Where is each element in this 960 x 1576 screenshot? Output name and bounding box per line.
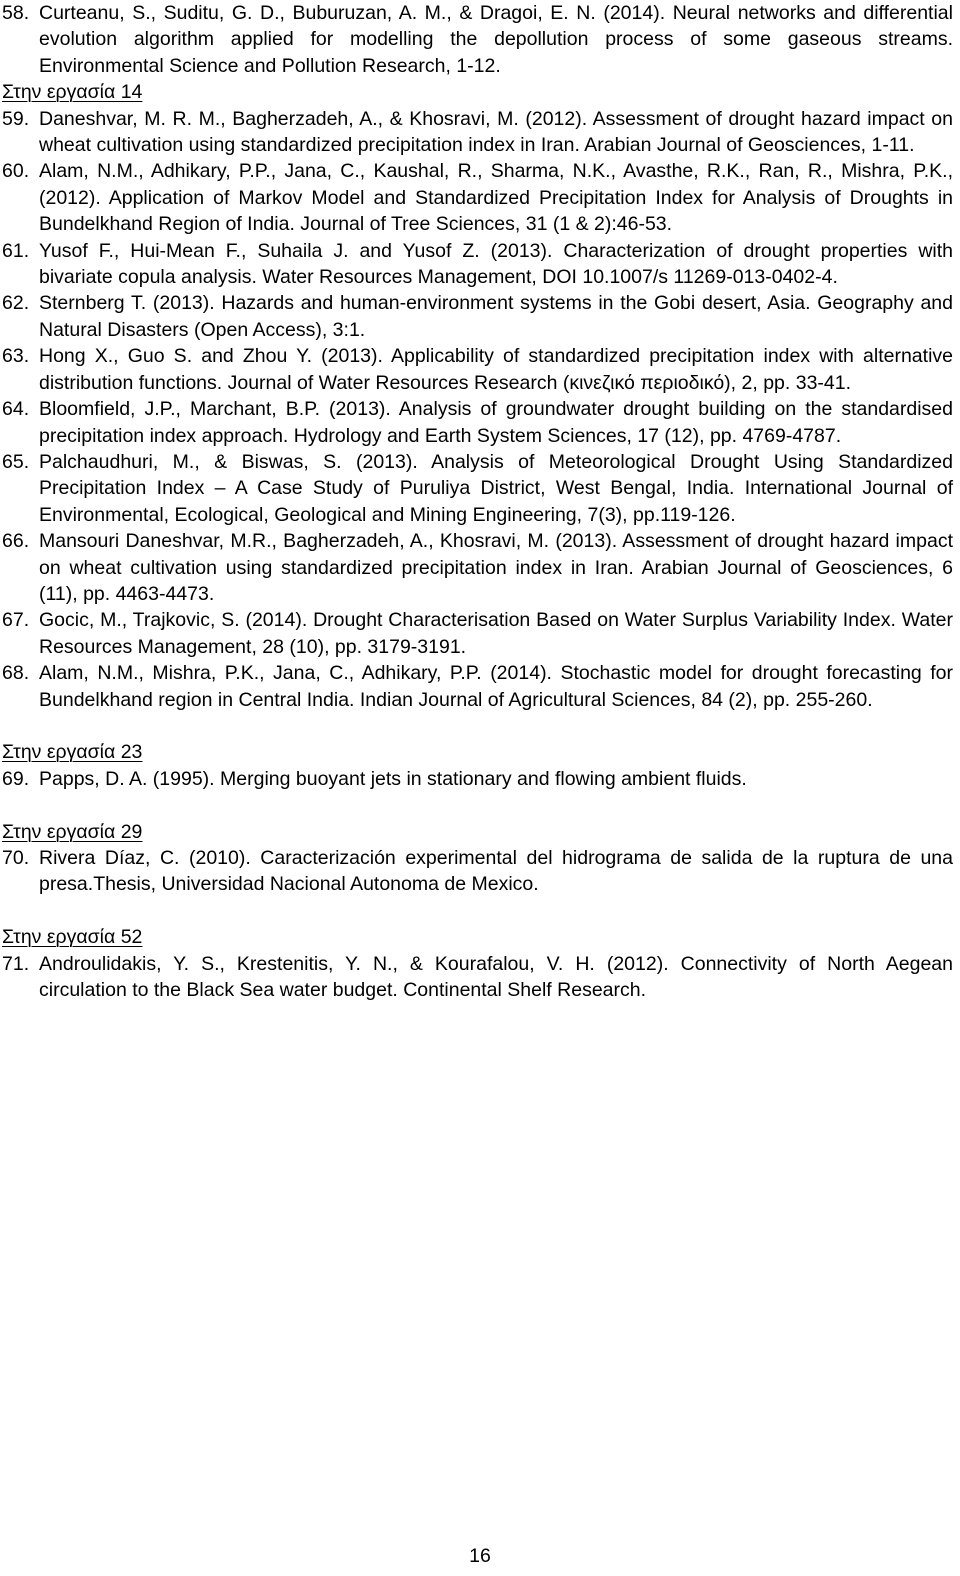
reference-list	[2, 0, 953, 1003]
reference-text: Papps, D. A. (1995). Merging buoyant jets in stationary and flowing ambient fluids.	[39, 767, 747, 790]
section-link[interactable]: Στην εργασία 29	[2, 820, 143, 843]
blank-line	[2, 713, 953, 739]
reference-entry	[2, 607, 953, 660]
page-number: 16	[469, 1545, 491, 1567]
reference-text: Alam, N.M., Adhikary, P.P., Jana, C., Kaushal, R., Sharma, N.K., Avasthe, R.K., Ran, R., Mishra, P.K., (2012). Application of Markov Model and Standardized Precipitation Index for Analysis of Droughts in Bundelkhand Region of India. Journal of Tree Sciences, 31 (1 & 2):46-53.	[39, 160, 953, 236]
reference-text: Gocic, M., Trajkovic, S. (2014). Drought Characterisation Based on Water Surplus Variability Index. Water Resources Management, 28 (10), pp. 3179-3191.	[39, 609, 953, 658]
reference-entry	[2, 449, 953, 528]
reference-number: 71.	[2, 952, 30, 975]
reference-entry	[2, 238, 953, 291]
section-link[interactable]: Στην εργασία 52	[2, 926, 143, 949]
reference-text: Rivera Díaz, C. (2010). Caracterización experimental del hidrograma de salida de la ruptura de una presa.Thesis, Universidad Nacional Autonoma de Mexico.	[39, 846, 953, 896]
reference-text: Mansouri Daneshvar, M.R., Bagherzadeh, A., Khosravi, M. (2013). Assessment of drought hazard impact on wheat cultivation using standardized precipitation index in Iran. Arabian Journal of Geosciences, 6 (11), pp. 4463-4473.	[39, 530, 953, 605]
section-heading	[2, 924, 953, 950]
reference-number: 66.	[2, 530, 30, 553]
reference-text: Sternberg T. (2013). Hazards and human-environment systems in the Gobi desert, Asia. Geography and Natural Disasters (Open Access), 3:1.	[39, 292, 953, 341]
reference-number: 65.	[2, 450, 30, 473]
reference-text: Daneshvar, M. R. M., Bagherzadeh, A., & Khosravi, M. (2012). Assessment of drought hazard impact on wheat cultivation using standardized precipitation index in Iran. Arabian Journal of Geosciences, 1-11.	[39, 107, 953, 157]
reference-entry	[2, 845, 953, 898]
reference-entry	[2, 290, 953, 343]
section-link[interactable]: Στην εργασία 14	[2, 81, 143, 104]
reference-number: 68.	[2, 662, 30, 685]
reference-number: 61.	[2, 239, 30, 262]
blank-line	[2, 792, 953, 818]
reference-number: 59.	[2, 107, 30, 130]
reference-number: 64.	[2, 398, 30, 421]
reference-number: 60.	[2, 160, 30, 183]
reference-number: 63.	[2, 345, 30, 368]
section-heading	[2, 739, 953, 765]
section-heading	[2, 819, 953, 845]
reference-text: Curteanu, S., Suditu, G. D., Buburuzan, A. M., & Dragoi, E. N. (2014). Neural networks and differential evolution algorithm applied for modelling the depollution process of some gaseous streams. Environmental Science and Pollution Research, 1-12.	[39, 2, 953, 77]
reference-entry	[2, 106, 953, 159]
reference-number: 69.	[2, 767, 30, 790]
blank-line	[2, 898, 953, 924]
reference-text: Hong X., Guo S. and Zhou Y. (2013). Applicability of standardized precipitation index with alternative distribution functions. Journal of Water Resources Research (κινεζικό περιοδικό), 2, pp. 33-41.	[39, 345, 953, 394]
section-heading	[2, 79, 953, 105]
reference-entry	[2, 343, 953, 396]
reference-entry	[2, 766, 953, 792]
reference-text: Bloomfield, J.P., Marchant, B.P. (2013). Analysis of groundwater drought building on the standardised precipitation index approach. Hydrology and Earth System Sciences, 17 (12), pp. 4769-4787.	[39, 398, 953, 447]
reference-text: Palchaudhuri, M., & Biswas, S. (2013). Analysis of Meteorological Drought Using Standardized Precipitation Index – A Case Study of Puruliya District, West Bengal, India. International Journal of Environmental, Ecological, Geological and Mining Engineering, 7(3), pp.119-126.	[39, 450, 953, 526]
reference-entry	[2, 528, 953, 607]
section-link[interactable]: Στην εργασία 23	[2, 741, 143, 764]
reference-entry	[2, 951, 953, 1004]
reference-number: 67.	[2, 609, 30, 632]
reference-entry	[2, 158, 953, 237]
reference-text: Yusof F., Hui-Mean F., Suhaila J. and Yusof Z. (2013). Characterization of drought properties with bivariate copula analysis. Water Resources Management, DOI 10.1007/s 11269-013-0402-4.	[39, 239, 953, 289]
reference-text: Alam, N.M., Mishra, P.K., Jana, C., Adhikary, P.P. (2014). Stochastic model for drought forecasting for Bundelkhand region in Central India. Indian Journal of Agricultural Sciences, 84 (2), pp. 255-260.	[39, 662, 953, 711]
reference-entry	[2, 0, 953, 79]
reference-number: 62.	[2, 292, 30, 315]
reference-number: 70.	[2, 846, 30, 869]
reference-entry	[2, 396, 953, 449]
reference-text: Androulidakis, Y. S., Krestenitis, Y. N., & Kourafalou, V. H. (2012). Connectivity of North Aegean circulation to the Black Sea water budget. Continental Shelf Research.	[39, 952, 953, 1001]
reference-number: 58.	[2, 2, 30, 24]
reference-entry	[2, 660, 953, 713]
